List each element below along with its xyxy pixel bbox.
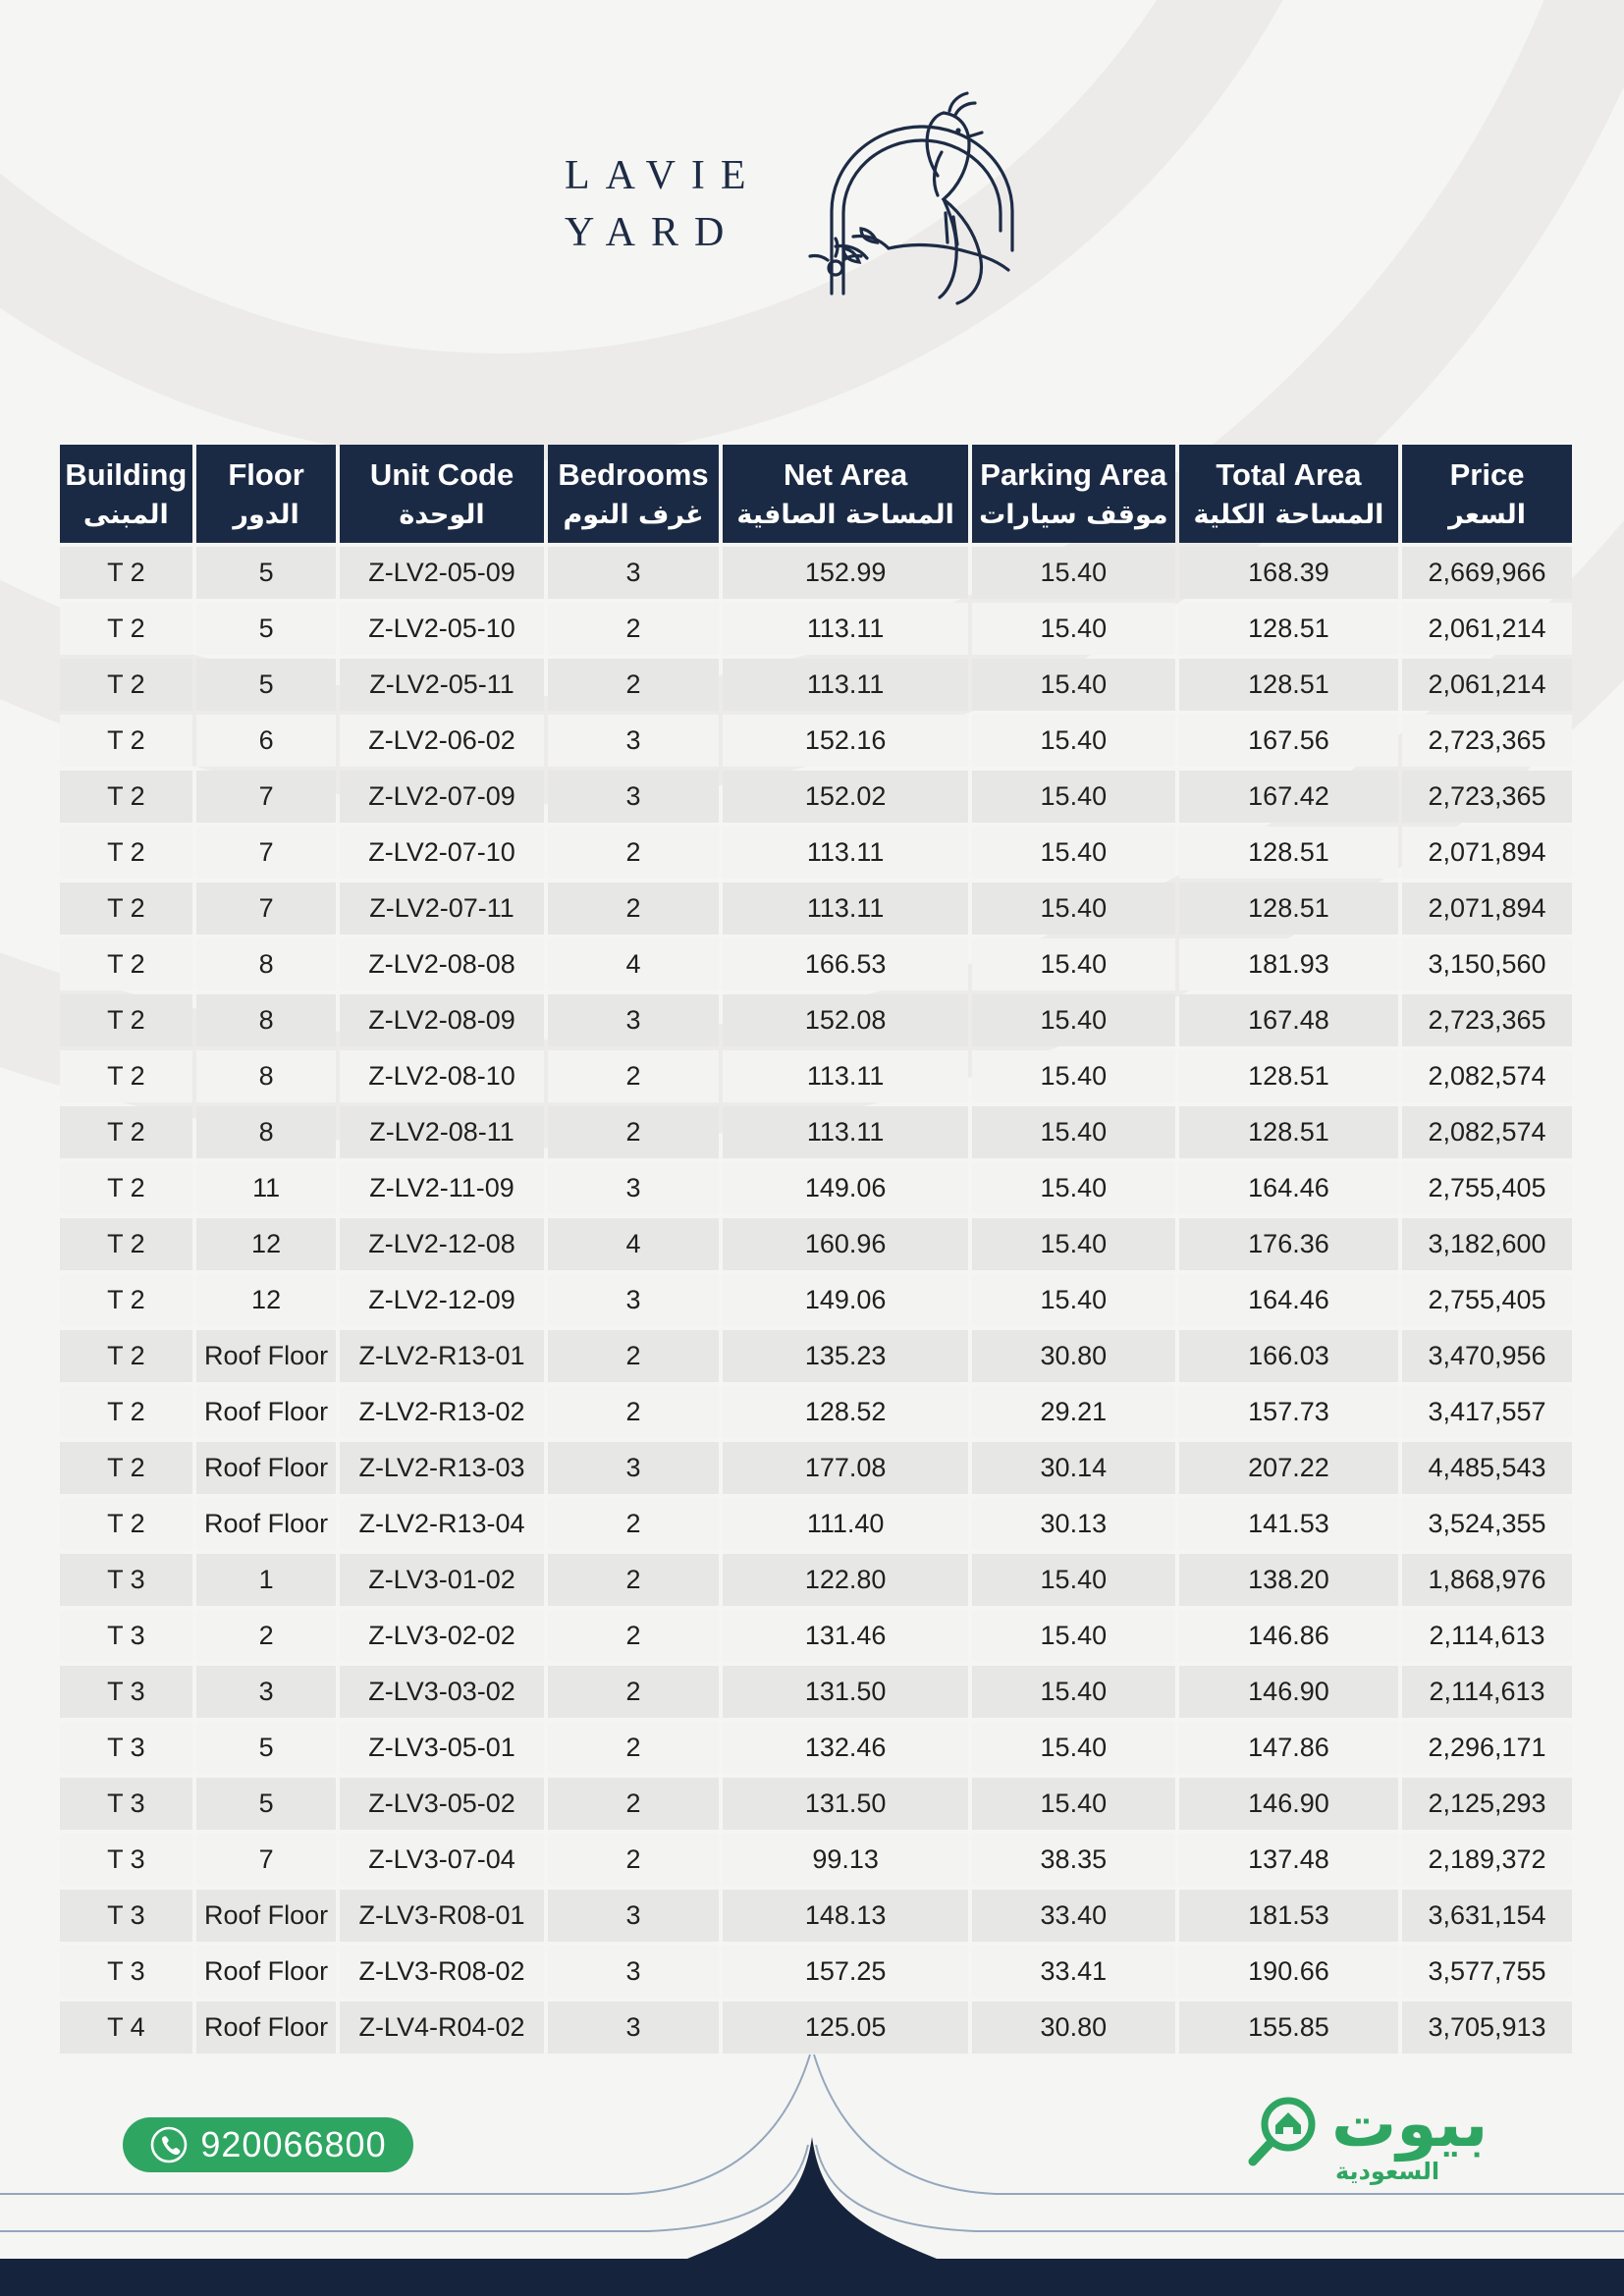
cell-building: T 2 (60, 882, 192, 934)
cell-parking-area: 15.40 (972, 659, 1175, 711)
cell-floor: 1 (196, 1554, 337, 1606)
cell-net-area: 160.96 (723, 1218, 967, 1270)
phone-icon (149, 2125, 189, 2164)
cell-net-area: 113.11 (723, 1106, 967, 1158)
cell-unit-code: Z-LV2-08-08 (340, 938, 543, 990)
price-table-section (56, 441, 1576, 2057)
cell-total-area: 141.53 (1179, 1498, 1398, 1550)
cell-parking-area: 15.40 (972, 547, 1175, 599)
cell-price: 2,669,966 (1402, 547, 1572, 599)
cell-parking-area: 30.80 (972, 1330, 1175, 1382)
cell-unit-code: Z-LV3-05-01 (340, 1722, 543, 1774)
brand-logo (565, 147, 762, 261)
phone-number: 920066800 (200, 2124, 387, 2164)
col-header-building: Building المبنى (60, 445, 192, 543)
cell-unit-code: Z-LV2-05-11 (340, 659, 543, 711)
cell-unit-code: Z-LV3-R08-02 (340, 1946, 543, 1998)
table-row (60, 994, 1572, 1046)
cell-parking-area: 33.41 (972, 1946, 1175, 1998)
cell-bedrooms: 2 (548, 1666, 720, 1718)
cell-total-area: 164.46 (1179, 1274, 1398, 1326)
cell-building: T 3 (60, 1834, 192, 1886)
cell-building: T 2 (60, 1274, 192, 1326)
cell-floor: 2 (196, 1610, 337, 1662)
cell-building: T 2 (60, 1498, 192, 1550)
cell-bedrooms: 3 (548, 994, 720, 1046)
col-header-total-area: Total Area المساحة الكلية (1179, 445, 1398, 543)
cell-total-area: 128.51 (1179, 827, 1398, 879)
cell-unit-code: Z-LV2-08-11 (340, 1106, 543, 1158)
cell-total-area: 138.20 (1179, 1554, 1398, 1606)
cell-unit-code: Z-LV2-R13-04 (340, 1498, 543, 1550)
cell-net-area: 135.23 (723, 1330, 967, 1382)
partner-logo (1245, 2086, 1489, 2185)
cell-building: T 2 (60, 603, 192, 655)
cell-floor: Roof Floor (196, 1442, 337, 1494)
cell-price: 2,296,171 (1402, 1722, 1572, 1774)
cell-net-area: 149.06 (723, 1274, 967, 1326)
col-header-parking-area: Parking Area موقف سيارات (972, 445, 1175, 543)
table-row (60, 1442, 1572, 1494)
price-table (56, 441, 1576, 2057)
cell-total-area: 207.22 (1179, 1442, 1398, 1494)
cell-parking-area: 15.40 (972, 827, 1175, 879)
cell-building: T 3 (60, 1554, 192, 1606)
cell-floor: 5 (196, 659, 337, 711)
cell-net-area: 113.11 (723, 659, 967, 711)
cell-bedrooms: 2 (548, 603, 720, 655)
cell-parking-area: 15.40 (972, 1050, 1175, 1102)
cell-parking-area: 30.14 (972, 1442, 1175, 1494)
cell-bedrooms: 2 (548, 1330, 720, 1382)
header-row (60, 445, 1572, 543)
cell-total-area: 167.56 (1179, 715, 1398, 767)
cell-price: 3,150,560 (1402, 938, 1572, 990)
table-row (60, 1162, 1572, 1214)
cell-parking-area: 15.40 (972, 1666, 1175, 1718)
cell-building: T 4 (60, 2002, 192, 2054)
price-table-body (60, 547, 1572, 2054)
cell-total-area: 128.51 (1179, 659, 1398, 711)
table-row (60, 1106, 1572, 1158)
cell-floor: 7 (196, 882, 337, 934)
cell-bedrooms: 3 (548, 715, 720, 767)
cell-building: T 2 (60, 659, 192, 711)
partner-name: بيوت (1331, 2086, 1489, 2162)
cell-price: 2,061,214 (1402, 603, 1572, 655)
table-row (60, 1610, 1572, 1662)
brand-bird-icon (741, 54, 1036, 319)
cell-total-area: 128.51 (1179, 882, 1398, 934)
cell-parking-area: 15.40 (972, 938, 1175, 990)
cell-bedrooms: 4 (548, 938, 720, 990)
cell-total-area: 146.86 (1179, 1610, 1398, 1662)
cell-parking-area: 38.35 (972, 1834, 1175, 1886)
cell-floor: 8 (196, 1106, 337, 1158)
table-row (60, 1386, 1572, 1438)
cell-net-area: 113.11 (723, 603, 967, 655)
cell-net-area: 122.80 (723, 1554, 967, 1606)
cell-net-area: 149.06 (723, 1162, 967, 1214)
cell-total-area: 190.66 (1179, 1946, 1398, 1998)
cell-parking-area: 15.40 (972, 603, 1175, 655)
cell-total-area: 167.42 (1179, 771, 1398, 823)
cell-bedrooms: 3 (548, 1162, 720, 1214)
cell-floor: 5 (196, 1722, 337, 1774)
cell-floor: 6 (196, 715, 337, 767)
cell-bedrooms: 2 (548, 1554, 720, 1606)
cell-total-area: 128.51 (1179, 1106, 1398, 1158)
cell-building: T 2 (60, 1442, 192, 1494)
table-row (60, 827, 1572, 879)
cell-bedrooms: 2 (548, 1722, 720, 1774)
cell-unit-code: Z-LV2-12-09 (340, 1274, 543, 1326)
cell-floor: 12 (196, 1218, 337, 1270)
cell-total-area: 128.51 (1179, 603, 1398, 655)
cell-net-area: 166.53 (723, 938, 967, 990)
cell-floor: Roof Floor (196, 1330, 337, 1382)
cell-unit-code: Z-LV3-02-02 (340, 1610, 543, 1662)
cell-price: 3,705,913 (1402, 2002, 1572, 2054)
table-row (60, 1946, 1572, 1998)
table-row (60, 2002, 1572, 2054)
cell-bedrooms: 3 (548, 1442, 720, 1494)
cell-parking-area: 15.40 (972, 1610, 1175, 1662)
cell-net-area: 131.46 (723, 1610, 967, 1662)
cell-bedrooms: 2 (548, 1498, 720, 1550)
cell-parking-area: 15.40 (972, 771, 1175, 823)
brand-word-2: YARD (565, 210, 740, 255)
col-header-net-area: Net Area المساحة الصافية (723, 445, 967, 543)
cell-unit-code: Z-LV2-07-11 (340, 882, 543, 934)
cell-building: T 2 (60, 938, 192, 990)
cell-parking-area: 15.40 (972, 882, 1175, 934)
cell-bedrooms: 3 (548, 1890, 720, 1942)
cell-price: 4,485,543 (1402, 1442, 1572, 1494)
cell-floor: Roof Floor (196, 1890, 337, 1942)
cell-total-area: 166.03 (1179, 1330, 1398, 1382)
cell-net-area: 177.08 (723, 1442, 967, 1494)
cell-floor: 11 (196, 1162, 337, 1214)
cell-total-area: 167.48 (1179, 994, 1398, 1046)
cell-price: 2,755,405 (1402, 1274, 1572, 1326)
cell-net-area: 152.02 (723, 771, 967, 823)
cell-parking-area: 29.21 (972, 1386, 1175, 1438)
cell-unit-code: Z-LV2-08-09 (340, 994, 543, 1046)
cell-building: T 2 (60, 771, 192, 823)
cell-net-area: 152.16 (723, 715, 967, 767)
table-row (60, 1498, 1572, 1550)
cell-unit-code: Z-LV2-12-08 (340, 1218, 543, 1270)
cell-total-area: 168.39 (1179, 547, 1398, 599)
cell-price: 2,723,365 (1402, 994, 1572, 1046)
cell-unit-code: Z-LV2-11-09 (340, 1162, 543, 1214)
cell-net-area: 131.50 (723, 1666, 967, 1718)
cell-bedrooms: 2 (548, 882, 720, 934)
cell-parking-area: 30.80 (972, 2002, 1175, 2054)
cell-unit-code: Z-LV4-R04-02 (340, 2002, 543, 2054)
cell-building: T 2 (60, 1162, 192, 1214)
cell-net-area: 113.11 (723, 1050, 967, 1102)
cell-net-area: 125.05 (723, 2002, 967, 2054)
cell-unit-code: Z-LV2-05-10 (340, 603, 543, 655)
table-row (60, 659, 1572, 711)
cell-unit-code: Z-LV2-07-09 (340, 771, 543, 823)
cell-total-area: 176.36 (1179, 1218, 1398, 1270)
cell-building: T 2 (60, 994, 192, 1046)
cell-building: T 3 (60, 1778, 192, 1830)
cell-floor: Roof Floor (196, 1946, 337, 1998)
table-row (60, 715, 1572, 767)
cell-building: T 3 (60, 1666, 192, 1718)
cell-unit-code: Z-LV3-03-02 (340, 1666, 543, 1718)
cell-floor: Roof Floor (196, 1386, 337, 1438)
table-row (60, 1050, 1572, 1102)
cell-price: 3,524,355 (1402, 1498, 1572, 1550)
cell-bedrooms: 2 (548, 827, 720, 879)
table-row (60, 1722, 1572, 1774)
cell-net-area: 113.11 (723, 827, 967, 879)
cell-unit-code: Z-LV2-R13-03 (340, 1442, 543, 1494)
cell-unit-code: Z-LV2-05-09 (340, 547, 543, 599)
cell-price: 2,189,372 (1402, 1834, 1572, 1886)
cell-total-area: 128.51 (1179, 1050, 1398, 1102)
cell-floor: 8 (196, 938, 337, 990)
cell-price: 2,071,894 (1402, 827, 1572, 879)
cell-net-area: 148.13 (723, 1890, 967, 1942)
table-row (60, 547, 1572, 599)
cell-floor: 3 (196, 1666, 337, 1718)
cell-price: 1,868,976 (1402, 1554, 1572, 1606)
cell-price: 2,723,365 (1402, 715, 1572, 767)
cell-parking-area: 15.40 (972, 1274, 1175, 1326)
table-row (60, 603, 1572, 655)
cell-building: T 2 (60, 827, 192, 879)
cell-price: 3,631,154 (1402, 1890, 1572, 1942)
cell-total-area: 146.90 (1179, 1666, 1398, 1718)
cell-total-area: 181.53 (1179, 1890, 1398, 1942)
cell-price: 3,577,755 (1402, 1946, 1572, 1998)
cell-price: 2,723,365 (1402, 771, 1572, 823)
cell-price: 3,417,557 (1402, 1386, 1572, 1438)
col-header-unit-code: Unit Code الوحدة (340, 445, 543, 543)
cell-bedrooms: 3 (548, 771, 720, 823)
cell-bedrooms: 3 (548, 1274, 720, 1326)
cell-floor: 5 (196, 1778, 337, 1830)
cell-price: 3,470,956 (1402, 1330, 1572, 1382)
cell-unit-code: Z-LV3-R08-01 (340, 1890, 543, 1942)
cell-building: T 2 (60, 1330, 192, 1382)
cell-parking-area: 15.40 (972, 1106, 1175, 1158)
cell-total-area: 181.93 (1179, 938, 1398, 990)
table-row (60, 1218, 1572, 1270)
table-row (60, 882, 1572, 934)
cell-parking-area: 15.40 (972, 1554, 1175, 1606)
cell-parking-area: 15.40 (972, 1162, 1175, 1214)
cell-total-area: 137.48 (1179, 1834, 1398, 1886)
cell-parking-area: 15.40 (972, 1778, 1175, 1830)
cell-price: 3,182,600 (1402, 1218, 1572, 1270)
cell-building: T 3 (60, 1722, 192, 1774)
cell-net-area: 111.40 (723, 1498, 967, 1550)
cell-net-area: 128.52 (723, 1386, 967, 1438)
cell-bedrooms: 2 (548, 1778, 720, 1830)
cell-net-area: 131.50 (723, 1778, 967, 1830)
cell-bedrooms: 3 (548, 1946, 720, 1998)
cell-total-area: 155.85 (1179, 2002, 1398, 2054)
cell-floor: 12 (196, 1274, 337, 1326)
cell-unit-code: Z-LV2-07-10 (340, 827, 543, 879)
cell-unit-code: Z-LV2-R13-02 (340, 1386, 543, 1438)
table-row (60, 1890, 1572, 1942)
cell-floor: Roof Floor (196, 1498, 337, 1550)
cell-floor: 5 (196, 603, 337, 655)
table-row (60, 1330, 1572, 1382)
cell-price: 2,755,405 (1402, 1162, 1572, 1214)
cell-total-area: 147.86 (1179, 1722, 1398, 1774)
cell-total-area: 146.90 (1179, 1778, 1398, 1830)
table-row (60, 1666, 1572, 1718)
brand-word-1: LAVIE (565, 153, 762, 198)
cell-unit-code: Z-LV2-R13-01 (340, 1330, 543, 1382)
cell-building: T 2 (60, 1050, 192, 1102)
cell-price: 2,061,214 (1402, 659, 1572, 711)
cell-price: 2,114,613 (1402, 1610, 1572, 1662)
cell-net-area: 132.46 (723, 1722, 967, 1774)
cell-price: 2,114,613 (1402, 1666, 1572, 1718)
cell-building: T 2 (60, 715, 192, 767)
cell-building: T 2 (60, 1218, 192, 1270)
cell-net-area: 99.13 (723, 1834, 967, 1886)
cell-bedrooms: 2 (548, 1386, 720, 1438)
cell-unit-code: Z-LV3-05-02 (340, 1778, 543, 1830)
cell-floor: 7 (196, 1834, 337, 1886)
cell-bedrooms: 2 (548, 1050, 720, 1102)
cell-net-area: 152.08 (723, 994, 967, 1046)
col-header-bedrooms: Bedrooms غرف النوم (548, 445, 720, 543)
table-row (60, 938, 1572, 990)
cell-building: T 3 (60, 1946, 192, 1998)
cell-price: 2,082,574 (1402, 1106, 1572, 1158)
cell-building: T 2 (60, 1386, 192, 1438)
cell-floor: 5 (196, 547, 337, 599)
cell-price: 2,071,894 (1402, 882, 1572, 934)
cell-net-area: 113.11 (723, 882, 967, 934)
table-row (60, 1834, 1572, 1886)
cell-bedrooms: 4 (548, 1218, 720, 1270)
cell-unit-code: Z-LV3-07-04 (340, 1834, 543, 1886)
cell-floor: Roof Floor (196, 2002, 337, 2054)
cell-unit-code: Z-LV3-01-02 (340, 1554, 543, 1606)
cell-total-area: 164.46 (1179, 1162, 1398, 1214)
cell-building: T 3 (60, 1890, 192, 1942)
cell-bedrooms: 2 (548, 659, 720, 711)
cell-parking-area: 15.40 (972, 1722, 1175, 1774)
cell-parking-area: 15.40 (972, 715, 1175, 767)
cell-net-area: 157.25 (723, 1946, 967, 1998)
cell-building: T 3 (60, 1610, 192, 1662)
cell-floor: 7 (196, 827, 337, 879)
cell-parking-area: 15.40 (972, 994, 1175, 1046)
table-row (60, 1274, 1572, 1326)
cell-bedrooms: 2 (548, 1106, 720, 1158)
cell-price: 2,125,293 (1402, 1778, 1572, 1830)
cell-unit-code: Z-LV2-06-02 (340, 715, 543, 767)
cell-bedrooms: 3 (548, 2002, 720, 2054)
table-row (60, 1554, 1572, 1606)
cell-building: T 2 (60, 547, 192, 599)
magnifier-house-icon (1245, 2093, 1322, 2173)
cell-parking-area: 33.40 (972, 1890, 1175, 1942)
cell-floor: 8 (196, 1050, 337, 1102)
cell-price: 2,082,574 (1402, 1050, 1572, 1102)
partner-tagline: السعودية (1335, 2158, 1440, 2185)
cell-bedrooms: 2 (548, 1610, 720, 1662)
cell-unit-code: Z-LV2-08-10 (340, 1050, 543, 1102)
cell-floor: 7 (196, 771, 337, 823)
col-header-floor: Floor الدور (196, 445, 337, 543)
cell-building: T 2 (60, 1106, 192, 1158)
cell-total-area: 157.73 (1179, 1386, 1398, 1438)
col-header-price: Price السعر (1402, 445, 1572, 543)
table-row (60, 771, 1572, 823)
cell-parking-area: 15.40 (972, 1218, 1175, 1270)
cell-net-area: 152.99 (723, 547, 967, 599)
table-row (60, 1778, 1572, 1830)
cell-bedrooms: 2 (548, 1834, 720, 1886)
cell-parking-area: 30.13 (972, 1498, 1175, 1550)
cell-floor: 8 (196, 994, 337, 1046)
phone-badge (123, 2117, 413, 2172)
cell-bedrooms: 3 (548, 547, 720, 599)
